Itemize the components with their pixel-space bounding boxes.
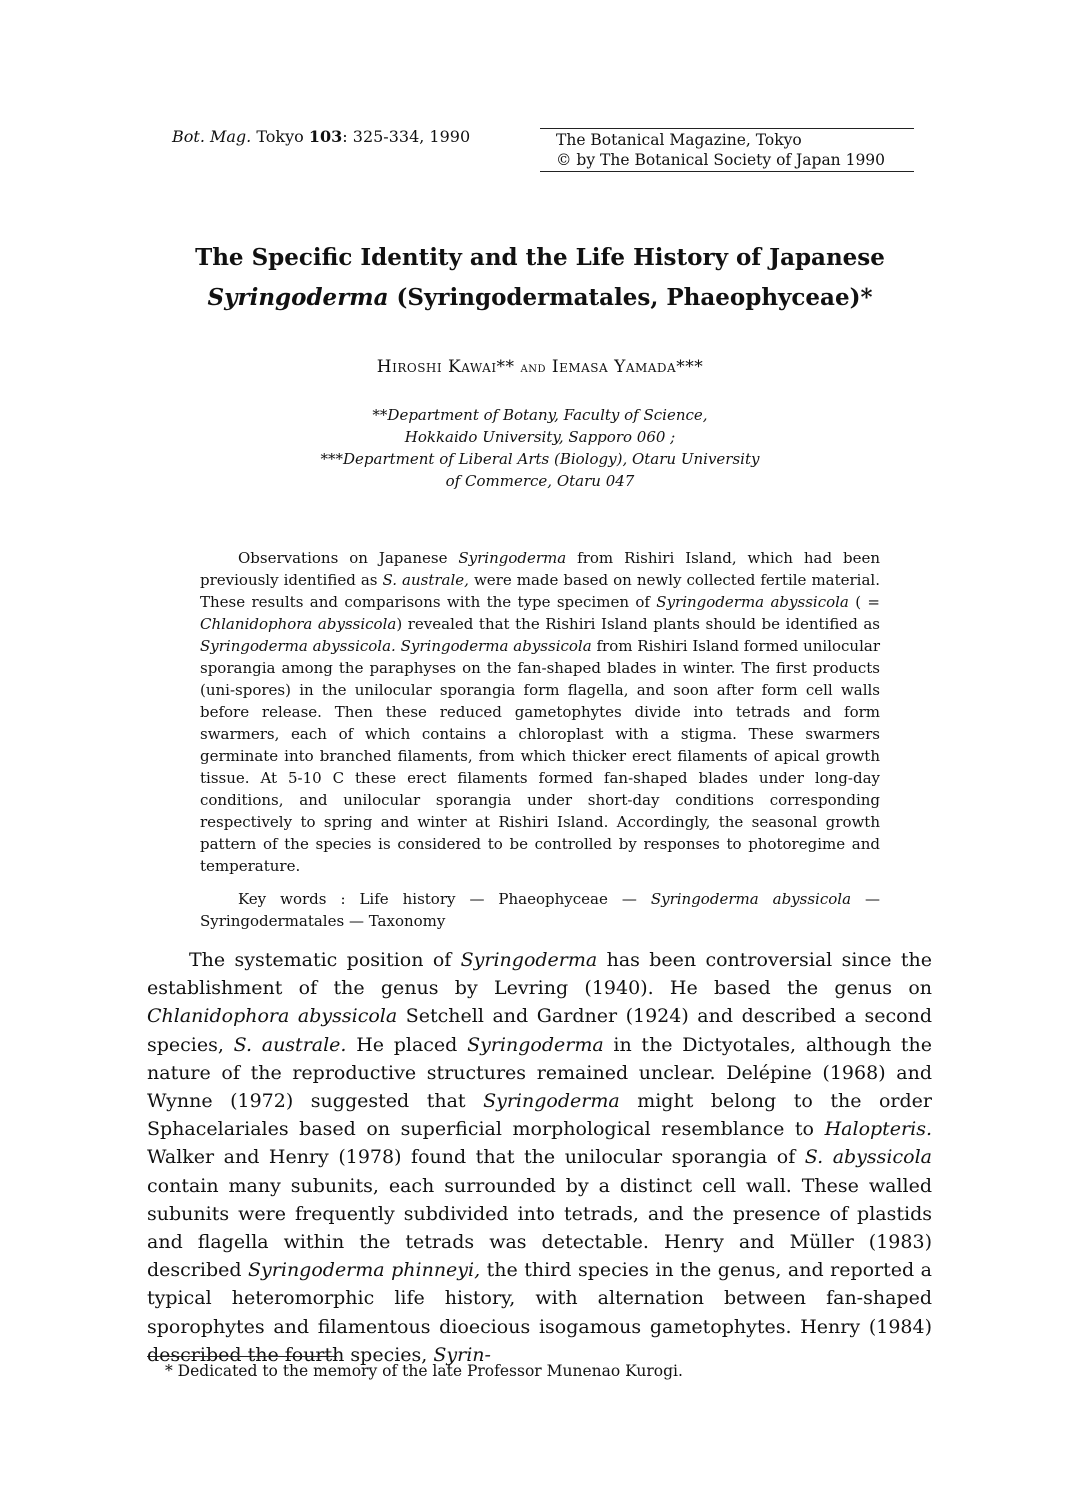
- title-line-1: The Specific Identity and the Life History of Japanese: [195, 244, 885, 271]
- body-taxon: Syringoderma: [467, 1033, 604, 1056]
- body-text-run: might belong to the order Sphacelariales based on superficial morphological resemblance to: [147, 1090, 932, 1141]
- abstract-taxon: Syringoderma abyssicola.: [200, 637, 396, 655]
- abstract-taxon: S. australe,: [382, 571, 469, 589]
- affiliation-line-1: **Department of Botany, Faculty of Science,: [372, 406, 708, 424]
- publisher-box: [540, 128, 914, 172]
- journal-citation: [172, 127, 470, 146]
- citation-journal: Bot. Mag.: [172, 127, 252, 146]
- publisher-rule-bottom: [540, 171, 914, 172]
- abstract-taxon: Syringoderma: [458, 549, 567, 567]
- affiliation-line-4: of Commerce, Otaru 047: [445, 472, 635, 490]
- abstract-text: were made based on newly collected fertile material. These results and comparisons with the type specimen of: [200, 571, 880, 611]
- keywords-rest: — Syringodermatales — Taxonomy: [200, 890, 880, 930]
- body-taxon: Syringoderma: [460, 949, 598, 971]
- abstract-taxon: Chlanidophora abyssicola: [200, 615, 397, 633]
- abstract-text: Observations on Japanese: [238, 549, 459, 567]
- author-list: [0, 357, 1080, 377]
- affiliations: [0, 404, 1080, 492]
- citation-place: Tokyo: [256, 127, 304, 146]
- abstract-taxon: Syringoderma abyssicola: [656, 593, 849, 611]
- abstract: [200, 547, 880, 932]
- body-text-run: The systematic position of: [189, 949, 461, 971]
- title-rest: (Syringodermatales, Phaeophyceae)*: [388, 284, 873, 311]
- body-taxon: S. abyssicola: [804, 1146, 932, 1169]
- citation-pages: : 325-334, 1990: [342, 127, 471, 146]
- body-text-run: has been controversial since the establishment of the genus by Levring (1940). He based the genus on: [147, 949, 932, 1000]
- publisher-rule-top: [540, 128, 914, 129]
- body-text-run: He placed: [346, 1033, 468, 1056]
- body-taxon: Syringoderma phinneyi,: [248, 1259, 481, 1282]
- affiliation-line-3: ***Department of Liberal Arts (Biology), Otaru University: [320, 450, 760, 468]
- keywords-taxon: Syringoderma abyssicola: [650, 890, 852, 908]
- body-text: [147, 946, 932, 1369]
- author-kawai: Hiroshi Kawai**: [376, 357, 515, 377]
- abstract-taxon: Syringoderma abyssicola: [400, 637, 592, 655]
- abstract-text: ( =: [848, 593, 881, 611]
- body-text-run: contain many subunits, each surrounded by a distinct cell wall. These walled subunits were frequently subdivided into tetrads, and the presence of plastids and flagella within the tetrads was detectable. Henry and Müller (1983) described: [147, 1174, 932, 1282]
- article-title: [60, 238, 1020, 318]
- footnote: * Dedicated to the memory of the late Professor Munenao Kurogi.: [165, 1362, 683, 1380]
- citation-volume: 103: [308, 127, 343, 146]
- publisher-line-1: The Botanical Magazine, Tokyo: [556, 131, 802, 149]
- body-text-run: the third species in the genus, and reported a typical heteromorphic life history, with alternation between fan-shaped sporophytes and filamentous dioecious isogamous gametophytes. Henry (1984) described the fourth species,: [147, 1259, 932, 1366]
- body-text-run: in the Dictyotales, although the nature of the reproductive structures remained unclear. Delépine (1968) and Wynne (1972) suggested that: [147, 1033, 933, 1113]
- keywords: [200, 888, 880, 932]
- affiliation-line-2: Hokkaido University, Sapporo 060 ;: [404, 428, 676, 446]
- body-taxon: Syringoderma: [483, 1090, 620, 1113]
- title-line-2: [60, 278, 1020, 318]
- abstract-text: from Rishiri Island formed unilocular sporangia among the paraphyses on the fan-shaped blades in winter. The first products (uni-spores) in the unilocular sporangia form flagella, and soon after form cell walls before release. Then these reduced gametophytes divide into tetrads and form swarmers, each of which contains a chloroplast with a stigma. These swarmers germinate into branched filaments, from which thicker erect filaments of apical growth tissue. At 5-10 C these erect filaments formed fan-shaped blades under long-day conditions, and unilocular sporangia under short-day conditions corresponding respectively to spring and winter at Rishiri Island. Accordingly, the seasonal growth pattern of the species is considered to be controlled by responses to photoregime and temperature.: [200, 637, 880, 875]
- footnote-rule: [147, 1356, 337, 1357]
- keywords-lead: Key words : Life history — Phaeophyceae —: [238, 890, 651, 908]
- body-text-run: Setchell and Gardner (1924) and described a second species,: [147, 1005, 933, 1056]
- body-text-run: Walker and Henry (1978) found that the unilocular sporangia of: [147, 1146, 805, 1169]
- body-taxon: Chlanidophora abyssicola: [147, 1005, 398, 1028]
- author-yamada: Iemasa Yamada***: [551, 357, 704, 377]
- abstract-paragraph: [200, 547, 880, 877]
- body-taxon: S. australe.: [233, 1033, 347, 1056]
- body-taxon: Halopteris.: [824, 1118, 932, 1141]
- body-paragraph: [147, 946, 932, 1369]
- abstract-text: from Rishiri Island, which had been previously identified as: [200, 549, 880, 589]
- author-conjunction: and: [520, 360, 546, 376]
- publisher-line-2: © by The Botanical Society of Japan 1990: [556, 151, 886, 169]
- abstract-text: ) revealed that the Rishiri Island plants should be identified as: [396, 615, 880, 633]
- body-taxon: Syrin-: [433, 1343, 491, 1366]
- title-genus: Syringoderma: [207, 284, 389, 311]
